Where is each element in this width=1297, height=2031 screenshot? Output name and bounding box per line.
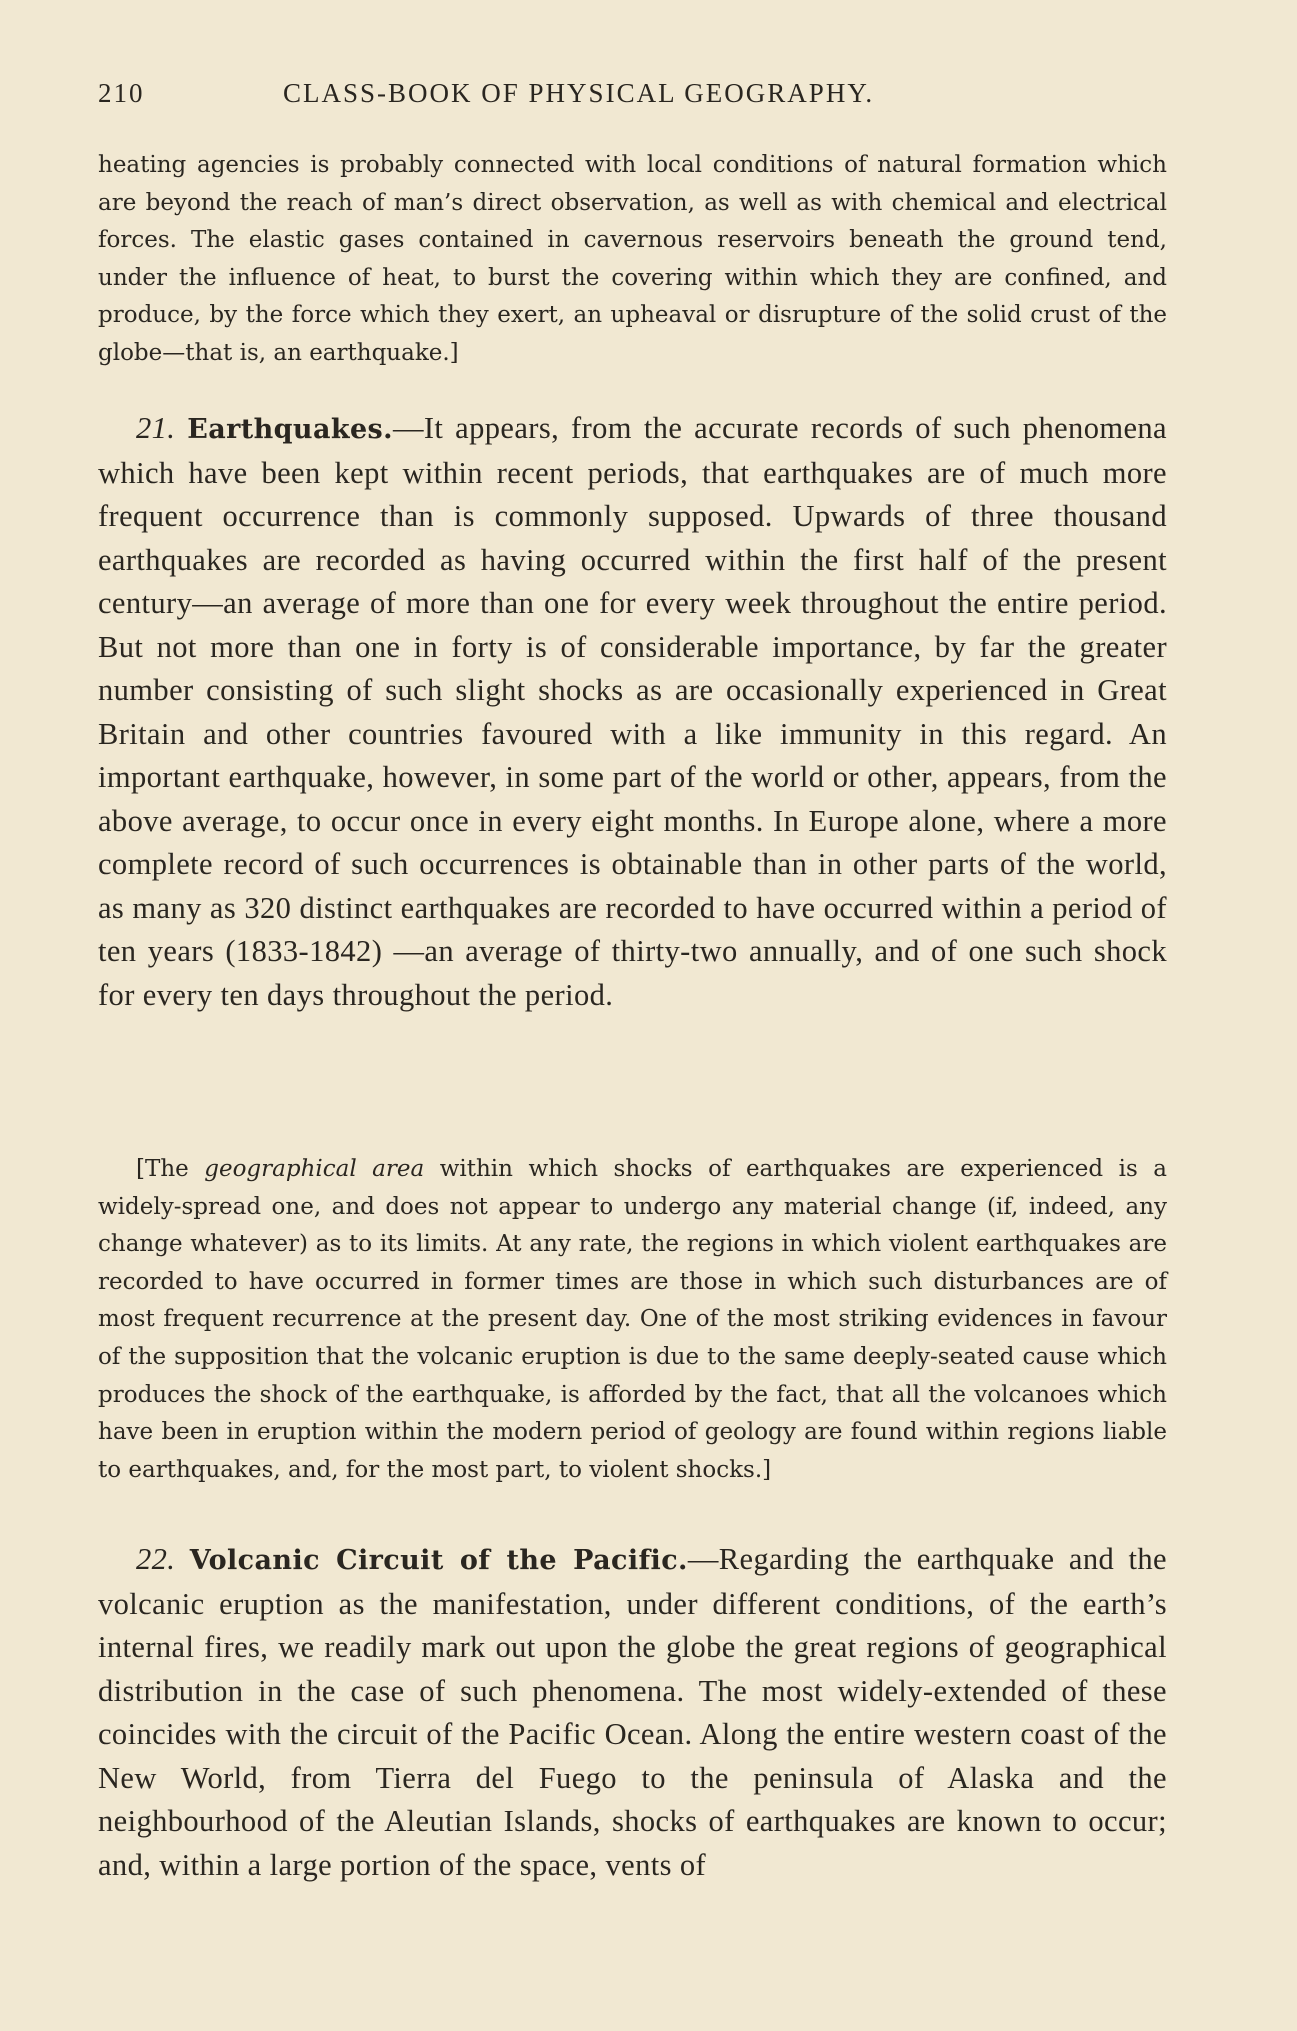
page-header [98,78,1167,118]
section-22-text: —Regarding the earthquake and the volcanic eruption as the manifestation, under different conditions, of the earth’s internal fires, we readily mark out upon the globe the great regions of geographical distribution in the case of such phenomena. The most widely-extended of these coincides with the circuit of the Pacific Ocean. Along the entire western coast of the New World, from Tierra del Fuego to the peninsula of Alaska and the neighbourhood of the Aleutian Islands, shocks of earthquakes are known to occur; and, within a large portion of the space, vents of [98,1542,1167,1882]
page-number: 210 [98,78,145,108]
section-22-number: 22. [136,1542,176,1576]
note-geographical-area [98,1151,1167,1489]
note-prefix: [The [136,1156,205,1182]
section-21-text: —It appears, from the accurate records of such phenomena which have been kept within recent periods, that earthquakes are of much more frequent occurrence than is commonly supposed. Upwards of three thousand earthquakes are recorded as having occurred within the first half of the present century—an average of more than one for every week throughout the entire period. But not more than one in forty is of considerable importance, by far the greater number consisting of such slight shocks as are occasionally experienced in Great Britain and other countries favoured with a like immunity in this regard. An important earthquake, however, in some part of the world or other, appears, from the above average, to occur once in every eight months. In Europe alone, where a more complete record of such occurrences is obtainable than in other parts of the world, as many as 320 distinct earthquakes are recorded to have occurred within a period of ten years (1833-1842) —an average of thirty-two annually, and of one such shock for every ten days throughout the period. [98,411,1167,1012]
section-21-heading: Earthquakes. [187,414,393,445]
section-21-number: 21. [136,411,176,445]
intro-paragraph-text: heating agencies is probably connected with local conditions of natural formation which are beyond the reach of man’s direct observation, as well as with chemical and electrical forces. The elastic gases contained in cavernous reservoirs beneath the ground tend, under the influence of heat, to burst the covering within which they are confined, and produce, by the force which they exert, an upheaval or disrupture of the solid crust of the globe—that is, an earthquake.] [98,152,1167,366]
section-22-volcanic-circuit [98,1538,1167,1887]
intro-paragraph [98,147,1167,373]
running-head: CLASS-BOOK OF PHYSICAL GEOGRAPHY. [283,78,875,108]
note-text: within which shocks of earthquakes are experienced is a widely-spread one, and does not appear to undergo any material change (if, indeed, any change whatever) as to its limits. At any rate, the regions in which violent earthquakes are recorded to have occurred in former times are those in which such disturbances are of most frequent recurrence at the present day. One of the most striking evidences in favour of the supposition that the volcanic eruption is due to the same deeply-seated cause which produces the shock of the earthquake, is afforded by the fact, that all the volcanoes which have been in eruption within the modern period of geology are found within regions liable to earthquakes, and, for the most part, to violent shocks.] [98,1156,1167,1483]
section-22-heading: Volcanic Circuit of the Pacific. [189,1545,688,1576]
note-italic-term: geographical area [204,1156,425,1182]
section-21-earthquakes [98,407,1167,1017]
